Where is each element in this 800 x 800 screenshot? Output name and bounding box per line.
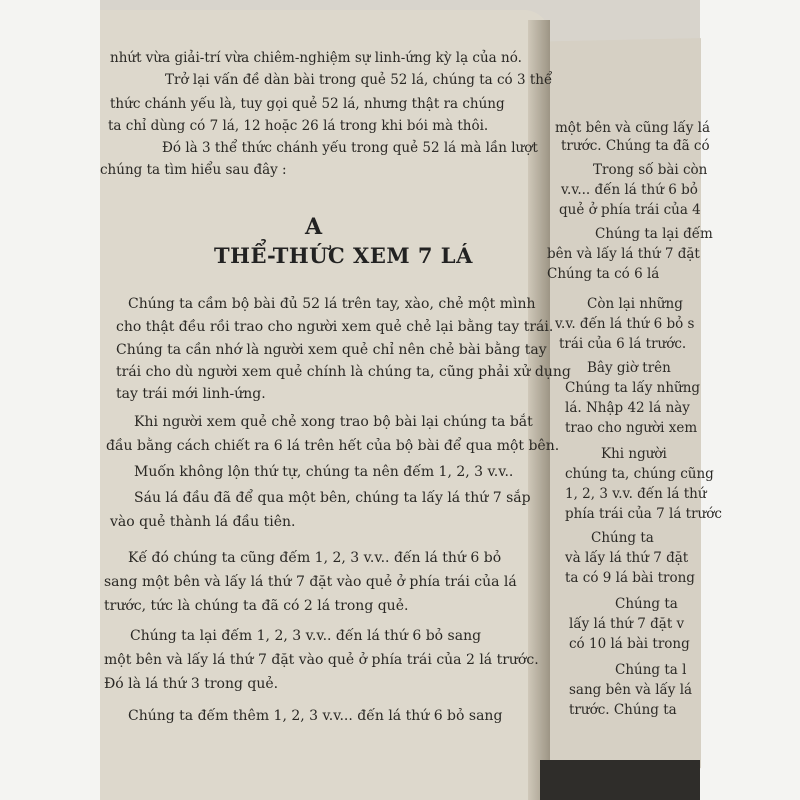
body-line: tay trái mới linh-ứng. [116, 386, 266, 402]
right-page-text [547, 110, 722, 750]
intro-line: Đó là 3 thể thức chánh yếu trong quẻ 52 lá mà lần lượt [162, 140, 538, 156]
book-cover-edge [540, 760, 700, 800]
intro-line: Trở lại vấn đề dàn bài trong quẻ 52 lá, chúng ta có 3 thể [165, 72, 553, 88]
body-line: trước, tức là chúng ta đã có 2 lá trong quẻ. [104, 598, 409, 614]
right-line: Chúng ta [591, 530, 654, 546]
right-line: trao cho người xem [565, 420, 698, 436]
body-line: sang một bên và lấy lá thứ 7 đặt vào quẻ ở phía trái của lá [104, 574, 517, 590]
section-letter: A [305, 214, 323, 240]
body-line: Khi người xem quẻ chẻ xong trao bộ bài lại chúng ta bắt [134, 414, 533, 430]
body-line: Chúng ta đếm thêm 1, 2, 3 v.v... đến lá thứ 6 bỏ sang [128, 708, 503, 724]
right-line: Chúng ta có 6 lá [547, 266, 660, 282]
right-line: lá. Nhập 42 lá này [565, 400, 690, 416]
body-line: Chúng ta cần nhớ là người xem quẻ chỉ nên chẻ bài bằng tay [116, 342, 547, 358]
right-line: Còn lại những [587, 296, 683, 312]
right-line: Chúng ta lại đếm [595, 226, 713, 242]
right-line: Trong số bài còn [593, 162, 708, 178]
book-gutter [528, 20, 550, 800]
body-line: một bên và lấy lá thứ 7 đặt vào quẻ ở phía trái của 2 lá trước. [104, 652, 539, 668]
intro-line: thức chánh yếu là, tuy gọi quẻ 52 lá, nhưng thật ra chúng [110, 96, 505, 112]
right-line: chúng ta, chúng cũng [565, 466, 714, 482]
intro-line: chúng ta tìm hiểu sau đây : [100, 162, 287, 178]
right-line: 1, 2, 3 v.v. đến lá thứ [565, 486, 707, 502]
right-line: Khi người [601, 446, 667, 462]
body-line: Đó là lá thứ 3 trong quẻ. [104, 676, 279, 692]
intro-line: ta chỉ dùng có 7 lá, 12 hoặc 26 lá trong khi bói mà thôi. [108, 118, 489, 134]
right-line: v.v. đến lá thứ 6 bỏ s [555, 316, 695, 332]
right-line: lấy lá thứ 7 đặt v [569, 616, 685, 632]
body-line: Kế đó chúng ta cũng đếm 1, 2, 3 v.v.. đến lá thứ 6 bỏ [128, 550, 502, 566]
right-line: Chúng ta lấy những [565, 380, 701, 396]
right-line: một bên và cũng lấy lá [555, 120, 710, 136]
right-line: và lấy lá thứ 7 đặt [565, 550, 689, 566]
body-line: Chúng ta cầm bộ bài đủ 52 lá trên tay, xào, chẻ một mình [128, 296, 536, 312]
body-line: Chúng ta lại đếm 1, 2, 3 v.v.. đến lá thứ 6 bỏ sang [130, 628, 482, 644]
right-line: quẻ ở phía trái của 4 [559, 202, 701, 218]
right-line: ta có 9 lá bài trong [565, 570, 695, 586]
right-line: trái của 6 lá trước. [559, 336, 687, 352]
body-line: Muốn không lộn thứ tự, chúng ta nên đếm 1, 2, 3 v.v.. [134, 464, 514, 480]
body-line: vào quẻ thành lá đầu tiên. [110, 514, 296, 530]
body-line: đầu bằng cách chiết ra 6 lá trên hết của bộ bài để qua một bên. [106, 438, 560, 454]
right-line: bên và lấy lá thứ 7 đặt [547, 246, 700, 262]
body-line: Sáu lá đầu đã để qua một bên, chúng ta lấy lá thứ 7 sắp [134, 490, 531, 506]
body-line: cho thật đều rồi trao cho người xem quẻ chẻ lại bằng tay trái. [116, 319, 554, 335]
intro-line: nhứt vừa giải-trí vừa chiêm-nghiệm sự linh-ứng kỳ lạ của nó. [110, 50, 522, 66]
right-line: có 10 lá bài trong [569, 636, 690, 652]
body-line: trái cho dù người xem quẻ chính là chúng ta, cũng phải xử dụng [116, 364, 571, 380]
right-line: Chúng ta l [615, 662, 687, 678]
right-line: phía trái của 7 lá trước [565, 506, 722, 522]
right-line: sang bên và lấy lá [569, 682, 693, 698]
right-line: v.v... đến lá thứ 6 bỏ [561, 182, 698, 198]
section-title: THỂ-THỨC XEM 7 LÁ [214, 243, 473, 268]
right-line: trước. Chúng ta [569, 702, 677, 718]
right-line: trước. Chúng ta đã có [561, 138, 710, 154]
right-line: Chúng ta [615, 596, 678, 612]
right-line: Bây giờ trên [587, 360, 671, 376]
